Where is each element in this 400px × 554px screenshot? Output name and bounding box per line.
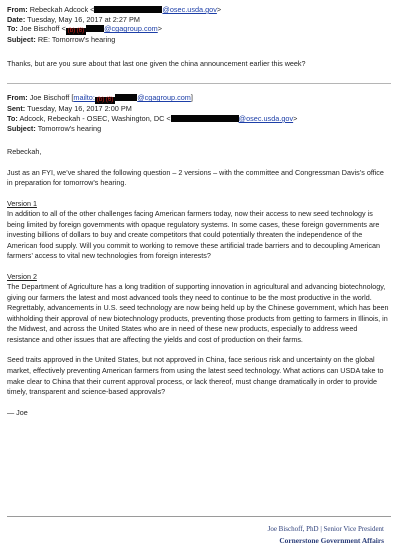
recipient-name: Adcock, Rebeckah - OSEC, Washington, DC < xyxy=(19,113,171,123)
bracket: > xyxy=(216,5,222,14)
sender-name: Rebeckah Adcock < xyxy=(29,5,95,14)
sender-email-link[interactable]: @cgagroup.com xyxy=(137,93,191,103)
recipient-name: Joe Bischoff < xyxy=(19,24,66,34)
version2-paragraph: The Department of Agriculture has a long tradition of supporting innovation in agricultural and advancing biotechnology, giving our farmers the latest and most advanced tools they need to continue to be the most productive in the world. Regrettably, advancements in U.S. seed technology are now being held up by the Chinese government, which has been withholding their approval of new biotechnology products, preventing those products from getting to farmers in Illinois, in the Midwest, and across the United States who are in need of these new products, especially to address weed resistance and other issues that are affecting the yields and cost of production on their farms. xyxy=(7,281,389,344)
version1-paragraph: In addition to all of the other challenges facing American farmers today, now their access to new seed technology is being limited by foreign governments with opaque regulatory systems. In some cases, these foreign governments are investing billions of dollars to buy and create competitors that could potentially threaten the independence of the American food supply. Will you commit to working to remove these artificial trade barriers and to decoupling American farmers’ access to vital new technologies from foreign interests? xyxy=(7,208,380,261)
version1-heading: Version 1 xyxy=(7,198,37,208)
email1-subject-line xyxy=(7,35,391,45)
version2-heading: Version 2 xyxy=(7,271,37,281)
subject-label: Subject: xyxy=(7,35,36,45)
email2-to-line xyxy=(7,114,391,124)
email2-sent-line xyxy=(7,104,391,114)
intro-paragraph: Just as an FYI, we’ve shared the following question – 2 versions – with the committee and Congressman Davis’s office in preparation for tomorrow’s hearing. xyxy=(7,167,384,188)
signature-name-title: Joe Bischoff, PhD | Senior Vice President xyxy=(267,525,384,533)
foia-redaction-label: (b) (6) xyxy=(96,97,114,104)
signature-company: Cornerstone Government Affairs xyxy=(279,536,384,545)
email1-date-line xyxy=(7,15,391,25)
signoff: — Joe xyxy=(7,407,28,417)
email1-from-line xyxy=(7,5,391,15)
mailto-link[interactable]: mailto: xyxy=(73,93,95,103)
bracket: ] xyxy=(190,93,193,103)
email2-from-line xyxy=(7,93,391,104)
signature-divider xyxy=(7,516,391,517)
foia-redaction-label: (b) (6) xyxy=(67,28,85,35)
to-label: To: xyxy=(7,113,18,123)
bracket: > xyxy=(157,24,163,34)
recipient-email-link[interactable]: @osec.usda.gov xyxy=(238,113,294,123)
sender-name: Joe Bischoff [ xyxy=(29,93,74,103)
signature-block xyxy=(0,516,400,545)
redaction-box xyxy=(115,94,137,101)
redaction-box xyxy=(171,115,239,122)
divider xyxy=(7,83,391,84)
to-label: To: xyxy=(7,24,18,34)
redaction-box xyxy=(94,6,162,13)
email1-to-line xyxy=(7,24,391,35)
email1-body: Thanks, but are you sure about that last one given the china announcement earlier this week? xyxy=(7,58,306,68)
recipient-email-link[interactable]: @cgagroup.com xyxy=(104,24,158,34)
subject-value: Tomorrow's hearing xyxy=(37,123,102,133)
sent-value: Tuesday, May 16, 2017 2:00 PM xyxy=(27,104,132,114)
email2-subject-line xyxy=(7,124,391,134)
bracket: > xyxy=(293,113,298,123)
from-label: From: xyxy=(7,93,28,103)
sent-label: Sent: xyxy=(7,104,26,114)
version2-paragraph-2: Seed traits approved in the United States, but not approved in China, face serious risk and uncertainty on the global market, effectively preventing American farmers from using the latest seed technology. What actions can USDA take to make clear to China that their current approval process, or lack thereof, must change dramatically in order to provide timely, transparent and science-based approvals? xyxy=(7,355,384,397)
sender-email-link[interactable]: @osec.usda.gov xyxy=(162,5,217,14)
redaction-box xyxy=(86,25,104,32)
date-value: Tuesday, May 16, 2017 at 2:27 PM xyxy=(27,14,140,24)
subject-value: RE: Tomorrow's hearing xyxy=(37,35,116,45)
subject-label: Subject: xyxy=(7,123,36,133)
date-label: Date: xyxy=(7,14,26,24)
greeting: Rebeckah, xyxy=(7,147,42,157)
from-label: From: xyxy=(7,5,28,14)
